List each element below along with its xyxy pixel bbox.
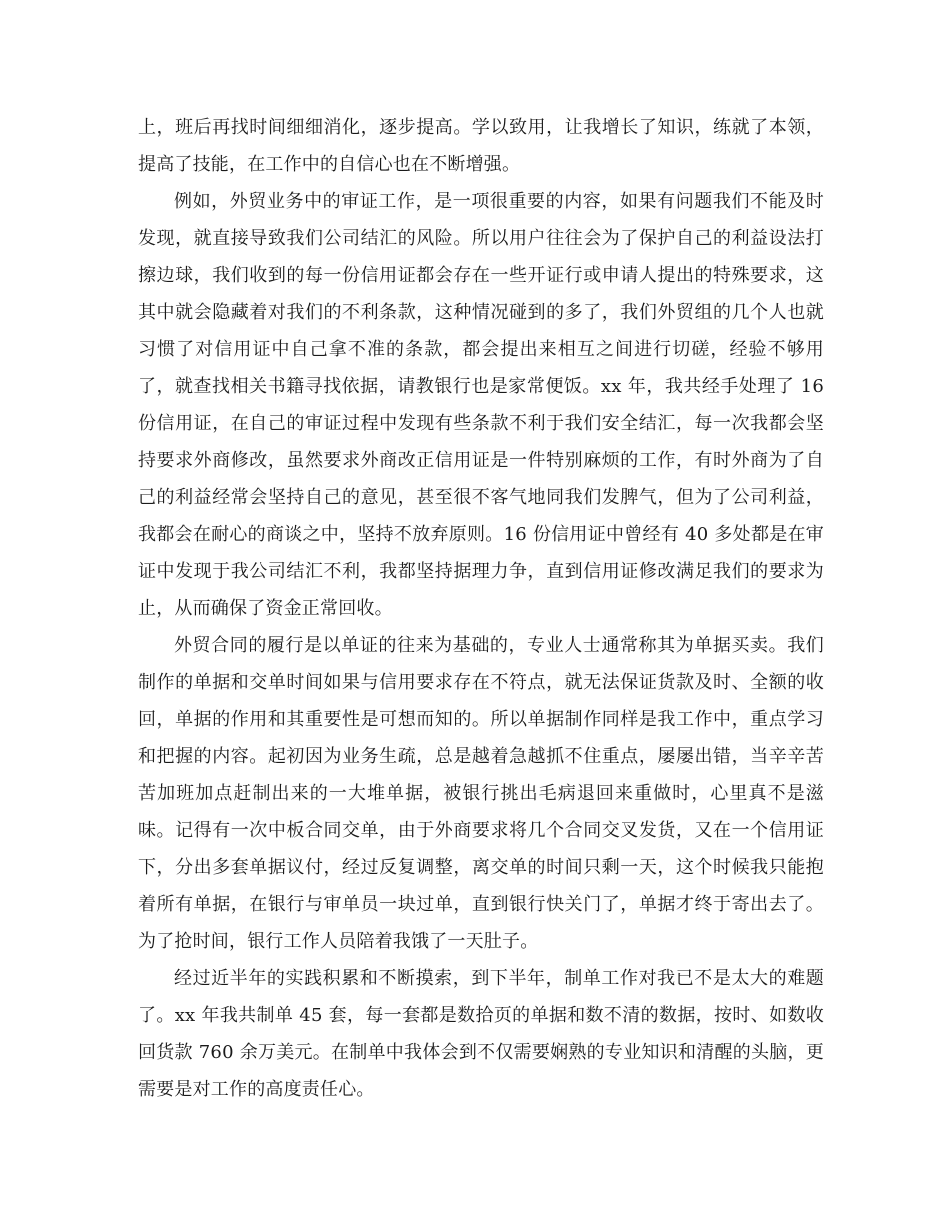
paragraph-continuation: 上，班后再找时间细细消化，逐步提高。学以致用，让我增长了知识，练就了本领，提高了技能，在工作中的自信心也在不断增强。 [138,117,824,175]
paragraph-credit-review: 例如，外贸业务中的审证工作，是一项很重要的内容，如果有问题我们不能及时发现，就直接导致我们公司结汇的风险。所以用户往往会为了保护自己的利益设法打擦边球，我们收到的每一份信用证都会存在一些开证行或申请人提出的特殊要求，这其中就会隐藏着对我们的不利条款，这种情况碰到的多了，我们外贸组的几个人也就习惯了对信用证中自己拿不准的条款，都会提出来相互之间进行切磋，经验不够用了，就查找相关书籍寻找依据，请教银行也是家常便饭。xx 年，我共经手处理了 16 份信用证，在自己的审证过程中发现有些条款不利于我们安全结汇，每一次我都会坚持要求外商修改，虽然要求外商改正信用证是一件特别麻烦的工作，有时外商为了自己的利益经常会坚持自己的意见，甚至很不客气地同我们发脾气，但为了公司利益，我都会在耐心的商谈之中，坚持不放弃原则。16 份信用证中曾经有 40 多处都是在审证中发现于我公司结汇不利，我都坚持据理力争，直到信用证修改满足我们的要求为止，从而确保了资金正常回收。 [138,191,824,619]
document-body [138,109,824,1108]
paragraph-documents: 外贸合同的履行是以单证的往来为基础的，专业人士通常称其为单据买卖。我们制作的单据和交单时间如果与信用要求存在不符点，就无法保证货款及时、全额的收回，单据的作用和其重要性是可想而知的。所以单据制作同样是我工作中，重点学习和把握的内容。起初因为业务生疏，总是越着急越抓不住重点，屡屡出错，当辛辛苦苦加班加点赶制出来的一大堆单据，被银行挑出毛病退回来重做时，心里真不是滋味。记得有一次中板合同交单，由于外商要求将几个合同交叉发货，又在一个信用证下，分出多套单据议付，经过反复调整，离交单的时间只剩一天，这个时候我只能抱着所有单据，在银行与审单员一块过单，直到银行快关门了，单据才终于寄出去了。为了抢时间，银行工作人员陪着我饿了一天肚子。 [138,635,824,952]
paragraph-summary: 经过近半年的实践积累和不断摸索，到下半年，制单工作对我已不是太大的难题了。xx 年我共制单 45 套，每一套都是数拾页的单据和数不清的数据，按时、如数收回货款 760 余万美元。在制单中我体会到不仅需要娴熟的专业知识和清醒的头脑，更需要是对工作的高度责任心。 [138,968,824,1100]
